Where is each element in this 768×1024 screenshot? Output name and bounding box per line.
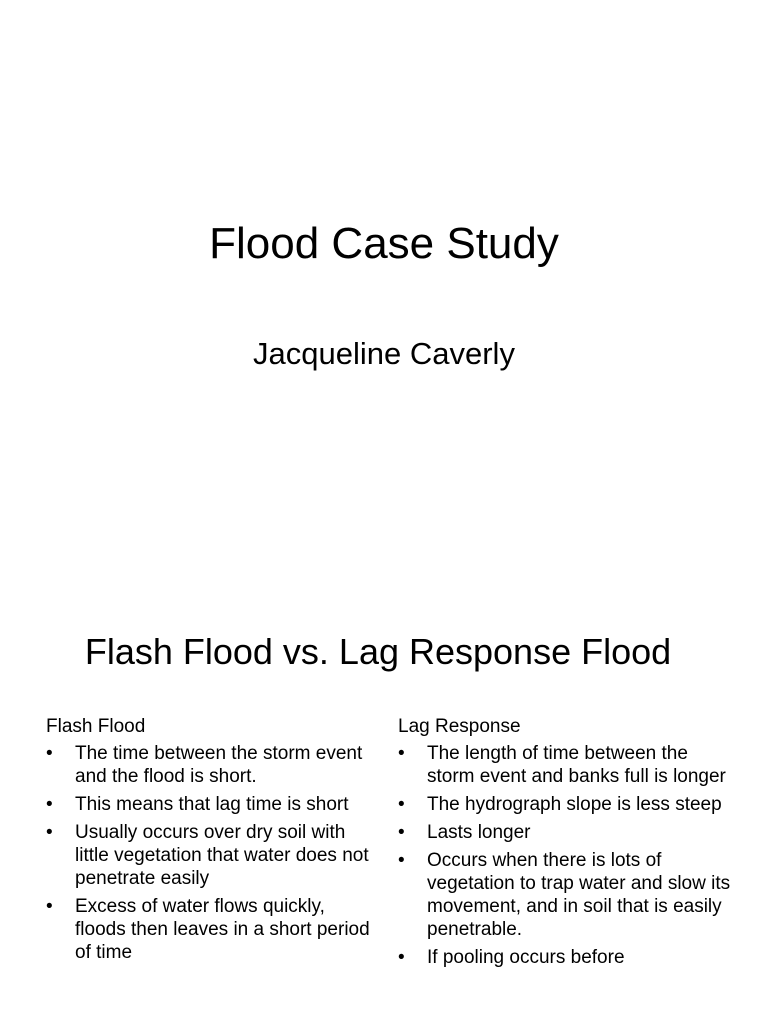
list-item-text: Usually occurs over dry soil with little vegetation that water does not penetrate easily	[75, 822, 369, 889]
bullet-icon: •	[46, 822, 53, 843]
comparison-title: Flash Flood vs. Lag Response Flood	[84, 631, 672, 672]
list-item-text: This means that lag time is short	[75, 794, 349, 815]
bullet-icon: •	[398, 850, 405, 871]
bullet-icon: •	[46, 896, 53, 917]
list-item	[46, 742, 376, 788]
bullet-icon: •	[398, 794, 405, 815]
comparison-slide	[0, 576, 768, 1024]
list-item-text: Occurs when there is lots of vegetation to trap water and slow its movement, and in soil that is easily penetrable.	[427, 850, 731, 940]
lag-response-heading: Lag Response	[398, 716, 521, 737]
list-item-text: If pooling occurs before	[427, 947, 625, 968]
list-item	[46, 821, 376, 890]
bullet-icon: •	[46, 743, 53, 764]
list-item	[398, 849, 738, 941]
bullet-icon: •	[398, 822, 405, 843]
lag-response-list	[398, 742, 738, 969]
list-item	[398, 742, 738, 788]
list-item-text: Excess of water flows quickly, floods then leaves in a short period of time	[75, 896, 370, 963]
bullet-icon: •	[46, 794, 53, 815]
bullet-icon: •	[398, 947, 405, 968]
list-item	[398, 821, 738, 844]
list-item-text: The length of time between the storm event and banks full is longer	[427, 743, 726, 787]
bullet-icon: •	[398, 743, 405, 764]
list-item-text: The hydrograph slope is less steep	[427, 794, 722, 815]
list-item	[398, 946, 738, 969]
list-item	[46, 793, 376, 816]
list-item-text: The time between the storm event and the flood is short.	[75, 743, 363, 787]
flash-flood-list	[46, 742, 376, 964]
author-name: Jacqueline Caverly	[253, 336, 515, 371]
flash-flood-heading: Flash Flood	[46, 716, 146, 737]
list-item	[46, 895, 376, 964]
flash-flood-column	[46, 715, 376, 969]
presentation-title: Flood Case Study	[209, 219, 559, 268]
list-item-text: Lasts longer	[427, 822, 531, 843]
list-item	[398, 793, 738, 816]
lag-response-column	[398, 715, 738, 974]
